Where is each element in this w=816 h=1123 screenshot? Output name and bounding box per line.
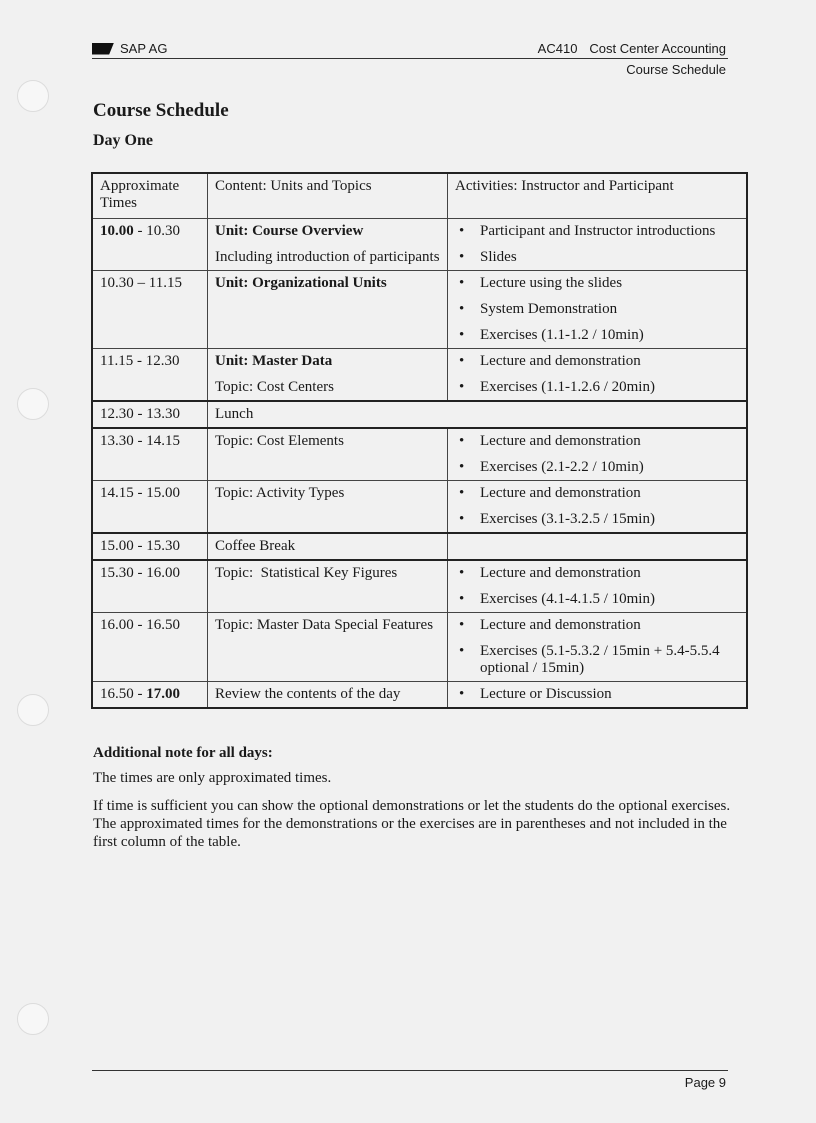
topic-text: Topic: Cost Centers xyxy=(215,379,334,395)
time-cell: 16.00 - 16.50 xyxy=(92,613,208,682)
unit-title: Unit: Master Data xyxy=(215,353,333,369)
activity-item: • System Demonstration xyxy=(455,301,739,318)
content-cell: Topic: Activity Types xyxy=(208,481,448,534)
activity-item: • Lecture and demonstration xyxy=(455,617,739,634)
table-row xyxy=(92,481,747,534)
content-cell: Topic: Master Data Special Features xyxy=(208,613,448,682)
content-cell: Lunch xyxy=(208,401,748,428)
time-cell: 11.15 - 12.30 xyxy=(92,349,208,402)
course-code: AC410 xyxy=(537,41,578,56)
activity-item: • Exercises (3.1-3.2.5 / 15min) xyxy=(455,511,739,528)
header-activities: Activities: Instructor and Participant xyxy=(448,173,748,219)
content-cell xyxy=(208,219,448,271)
activity-item: • Exercises (2.1-2.2 / 10min) xyxy=(455,459,739,476)
content-cell: Review the contents of the day xyxy=(208,682,448,709)
header-company xyxy=(92,41,167,56)
header-times: Approximate Times xyxy=(92,173,208,219)
time-cell: 13.30 - 14.15 xyxy=(92,428,208,481)
punch-hole xyxy=(17,1003,49,1035)
activity-item: • Exercises (1.1-1.2.6 / 20min) xyxy=(455,379,739,396)
activity-item: • Exercises (1.1-1.2 / 10min) xyxy=(455,327,739,344)
activity-item: • Exercises (5.1-5.3.2 / 15min + 5.4-5.5.4 optional / 15min) xyxy=(455,643,739,677)
table-row xyxy=(92,219,747,271)
sap-logo-icon xyxy=(92,43,114,55)
activities-cell xyxy=(448,613,748,682)
notes-heading: Additional note for all days: xyxy=(93,745,273,761)
activity-item: • Lecture and demonstration xyxy=(455,485,739,502)
unit-title: Unit: Course Overview xyxy=(215,223,364,239)
activity-item: • Lecture and demonstration xyxy=(455,353,739,370)
day-heading: Day One xyxy=(93,132,153,149)
table-row xyxy=(92,428,747,481)
activity-item: • Participant and Instructor introductions xyxy=(455,223,739,240)
footer-divider xyxy=(92,1070,728,1071)
activity-item: • Slides xyxy=(455,249,739,266)
schedule-table xyxy=(91,172,748,709)
page-title: Course Schedule xyxy=(93,100,229,121)
activities-cell xyxy=(448,349,748,402)
content-cell: Topic: Statistical Key Figures xyxy=(208,560,448,613)
table-row xyxy=(92,271,747,349)
course-title: Cost Center Accounting xyxy=(589,41,726,56)
table-row xyxy=(92,349,747,402)
punch-hole xyxy=(17,80,49,112)
table-row xyxy=(92,560,747,613)
time-cell: 15.30 - 16.00 xyxy=(92,560,208,613)
activity-item: • Lecture and demonstration xyxy=(455,433,739,450)
activities-cell xyxy=(448,533,748,560)
unit-title: Unit: Organizational Units xyxy=(215,275,387,291)
time-cell: 16.50 - 17.00 xyxy=(92,682,208,709)
table-row xyxy=(92,682,747,709)
activities-cell xyxy=(448,560,748,613)
content-cell xyxy=(208,349,448,402)
header-section: Course Schedule xyxy=(626,62,726,77)
activities-cell xyxy=(448,219,748,271)
notes-paragraph: If time is sufficient you can show the optional demonstrations or let the students do the optional exercises. The approximated times for the demonstrations or the exercises are in parentheses and not included in the first column of the table. xyxy=(93,798,731,850)
time-cell: 10.30 – 11.15 xyxy=(92,271,208,349)
time-cell: 14.15 - 15.00 xyxy=(92,481,208,534)
activity-item: • Exercises (4.1-4.1.5 / 10min) xyxy=(455,591,739,608)
time-cell: 15.00 - 15.30 xyxy=(92,533,208,560)
table-row xyxy=(92,401,747,428)
notes-paragraph: The times are only approximated times. xyxy=(93,770,332,786)
table-header-row xyxy=(92,173,747,219)
table-row xyxy=(92,613,747,682)
activities-cell xyxy=(448,271,748,349)
header-course xyxy=(538,41,726,56)
punch-hole xyxy=(17,388,49,420)
additional-notes xyxy=(93,744,733,861)
content-cell xyxy=(208,271,448,349)
activities-cell xyxy=(448,481,748,534)
company-name: SAP AG xyxy=(120,41,168,56)
content-cell: Coffee Break xyxy=(208,533,448,560)
topic-text: Including introduction of participants xyxy=(215,249,440,265)
header-divider xyxy=(92,58,728,59)
activity-item: • Lecture using the slides xyxy=(455,275,739,292)
table-row xyxy=(92,533,747,560)
header-content: Content: Units and Topics xyxy=(208,173,448,219)
page-number: Page 9 xyxy=(684,1075,726,1090)
activities-cell xyxy=(448,682,748,709)
activity-item: • Lecture or Discussion xyxy=(455,686,739,703)
activity-item: • Lecture and demonstration xyxy=(455,565,739,582)
time-cell: 12.30 - 13.30 xyxy=(92,401,208,428)
time-cell: 10.00 - 10.30 xyxy=(92,219,208,271)
content-cell: Topic: Cost Elements xyxy=(208,428,448,481)
punch-hole xyxy=(17,694,49,726)
activities-cell xyxy=(448,428,748,481)
